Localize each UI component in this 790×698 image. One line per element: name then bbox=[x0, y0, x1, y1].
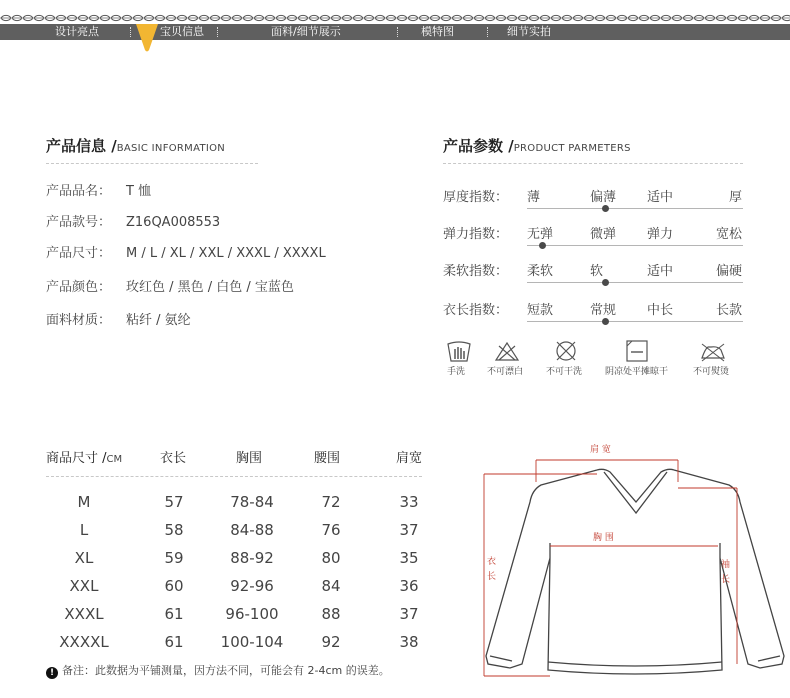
size-table-cell: 76 bbox=[321, 521, 341, 539]
hand-wash-icon bbox=[446, 340, 472, 362]
nav-item-model[interactable]: 模特图 bbox=[421, 25, 454, 38]
nav-item-fabric-detail[interactable]: 面料/细节展示 bbox=[271, 25, 341, 38]
shade-dry-flat-icon bbox=[624, 340, 650, 362]
divider bbox=[443, 163, 743, 164]
care-label: 手洗 bbox=[447, 367, 466, 377]
waist-column-header: 腰围 bbox=[314, 451, 341, 466]
shoulder-column-header: 肩宽 bbox=[396, 451, 423, 466]
info-label: 面料材质： bbox=[46, 313, 112, 328]
length-column-header: 衣长 bbox=[160, 451, 187, 466]
param-level-marker bbox=[602, 205, 609, 212]
param-scale-track bbox=[527, 282, 743, 283]
param-option: 厚 bbox=[728, 190, 742, 205]
body-length-label-2: 长 bbox=[487, 572, 497, 582]
tshirt-outline-icon bbox=[486, 469, 784, 674]
info-value: 粘纤 / 氨纶 bbox=[126, 313, 191, 328]
size-table-cell: 96-100 bbox=[225, 605, 279, 623]
size-table-cell: 84-88 bbox=[230, 521, 274, 539]
section-nav-bar bbox=[0, 24, 790, 40]
size-table-cell: XL bbox=[74, 549, 94, 567]
param-scale-track bbox=[527, 245, 743, 246]
param-option: 偏薄 bbox=[590, 190, 617, 205]
size-column-header bbox=[46, 447, 122, 466]
param-level-marker bbox=[539, 242, 546, 249]
size-table-cell: 88 bbox=[321, 605, 341, 623]
product-params-heading bbox=[443, 135, 631, 156]
divider bbox=[46, 476, 422, 477]
warning-icon: ! bbox=[46, 667, 58, 679]
size-table-cell: 72 bbox=[321, 493, 341, 511]
care-label: 不可熨烫 bbox=[693, 367, 730, 377]
product-info-heading bbox=[46, 135, 225, 156]
chest-column-header: 胸围 bbox=[236, 451, 263, 466]
size-table-cell: 92-96 bbox=[230, 577, 274, 595]
sleeve-length-label-2: 长 bbox=[721, 575, 731, 585]
size-table-cell: 84 bbox=[321, 577, 341, 595]
size-table-cell: 38 bbox=[399, 633, 419, 651]
param-option: 适中 bbox=[647, 190, 674, 205]
no-bleach-icon bbox=[494, 340, 520, 362]
size-header-label: 商品尺寸 / bbox=[46, 451, 107, 466]
size-table-cell: 100-104 bbox=[220, 633, 284, 651]
param-level-marker bbox=[602, 279, 609, 286]
body-length-label-1: 衣 bbox=[487, 557, 497, 567]
param-scale-track bbox=[527, 208, 743, 209]
size-table-cell: 36 bbox=[399, 577, 419, 595]
size-table-cell: 61 bbox=[164, 633, 184, 651]
no-iron-icon bbox=[700, 340, 726, 362]
size-table-cell: 60 bbox=[164, 577, 184, 595]
info-label: 产品尺寸： bbox=[46, 246, 112, 261]
size-table-cell: XXL bbox=[69, 577, 99, 595]
nav-separator bbox=[130, 27, 131, 37]
size-table-cell: 57 bbox=[164, 493, 184, 511]
info-value: M / L / XL / XXL / XXXL / XXXXL bbox=[126, 246, 326, 261]
param-level-marker bbox=[602, 318, 609, 325]
care-label: 不可漂白 bbox=[487, 367, 524, 377]
param-label: 柔软指数： bbox=[443, 264, 509, 279]
nav-item-detail-photos[interactable]: 细节实拍 bbox=[507, 25, 551, 38]
measurement-note bbox=[46, 662, 390, 679]
size-table-cell: 33 bbox=[399, 493, 419, 511]
size-table-cell: L bbox=[79, 521, 89, 539]
info-row-sizes bbox=[46, 242, 326, 261]
info-label: 产品品名： bbox=[46, 184, 112, 199]
care-label: 阴凉处平摊晾干 bbox=[605, 367, 669, 377]
param-label: 弹力指数： bbox=[443, 227, 509, 242]
garment-measurement-diagram bbox=[480, 438, 790, 688]
info-label: 产品款号： bbox=[46, 215, 112, 230]
size-table-cell: 78-84 bbox=[230, 493, 274, 511]
param-option: 适中 bbox=[647, 264, 674, 279]
chain-border-decoration bbox=[0, 12, 790, 24]
size-table-cell: 88-92 bbox=[230, 549, 274, 567]
param-option: 软 bbox=[590, 264, 604, 279]
measure-guides bbox=[484, 460, 737, 676]
note-text: 备注：此数据为平铺测量，因方法不同，可能会有 2-4cm 的误差。 bbox=[62, 664, 390, 677]
size-table-cell: XXXL bbox=[64, 605, 104, 623]
shoulder-width-label: 肩 宽 bbox=[590, 445, 611, 455]
active-nav-marker-icon bbox=[136, 24, 158, 52]
param-option: 柔软 bbox=[527, 264, 554, 279]
size-table-cell: 80 bbox=[321, 549, 341, 567]
care-label: 不可干洗 bbox=[546, 367, 583, 377]
param-option: 薄 bbox=[527, 190, 541, 205]
sleeve-length-label-1: 袖 bbox=[721, 560, 731, 570]
info-value: T 恤 bbox=[126, 184, 152, 199]
divider bbox=[46, 163, 258, 164]
param-option: 长款 bbox=[715, 303, 742, 318]
size-table-cell: 35 bbox=[399, 549, 419, 567]
param-option: 弹力 bbox=[647, 227, 674, 242]
info-row-material bbox=[46, 309, 191, 328]
size-table-cell: 58 bbox=[164, 521, 184, 539]
unit-label: CM bbox=[106, 454, 123, 465]
param-option: 偏硬 bbox=[715, 264, 742, 279]
product-params-title: 产品参数 / bbox=[443, 137, 514, 155]
param-option: 短款 bbox=[527, 303, 554, 318]
nav-separator bbox=[397, 27, 398, 37]
param-option: 无弹 bbox=[527, 227, 554, 242]
info-label: 产品颜色： bbox=[46, 280, 112, 295]
product-info-title: 产品信息 / bbox=[46, 137, 117, 155]
info-value: Z16QA008553 bbox=[126, 215, 221, 230]
nav-item-product-info[interactable]: 宝贝信息 bbox=[160, 25, 204, 38]
param-label: 厚度指数： bbox=[443, 190, 509, 205]
info-row-colors bbox=[46, 276, 294, 295]
chest-label: 胸 围 bbox=[593, 533, 614, 543]
size-table-cell: 37 bbox=[399, 605, 419, 623]
param-option: 中长 bbox=[647, 303, 674, 318]
size-table-cell: M bbox=[77, 493, 91, 511]
size-table-cell: 59 bbox=[164, 549, 184, 567]
product-info-subtitle: BASIC INFORMATION bbox=[116, 143, 226, 154]
nav-separator bbox=[217, 27, 218, 37]
param-option: 常规 bbox=[590, 303, 617, 318]
size-table-cell: 37 bbox=[399, 521, 419, 539]
size-table-cell: 61 bbox=[164, 605, 184, 623]
param-option: 微弹 bbox=[590, 227, 617, 242]
size-table-cell: XXXXL bbox=[59, 633, 109, 651]
nav-separator bbox=[487, 27, 488, 37]
param-scale-track bbox=[527, 321, 743, 322]
info-value: 玫红色 / 黑色 / 白色 / 宝蓝色 bbox=[126, 280, 294, 295]
info-row-sku bbox=[46, 211, 220, 230]
param-option: 宽松 bbox=[715, 227, 742, 242]
info-row-name bbox=[46, 180, 151, 199]
size-table-cell: 92 bbox=[321, 633, 341, 651]
product-params-subtitle: PRODUCT PARMETERS bbox=[513, 143, 631, 154]
param-label: 衣长指数： bbox=[443, 303, 509, 318]
nav-item-design[interactable]: 设计亮点 bbox=[55, 25, 99, 38]
no-dry-clean-icon bbox=[553, 340, 579, 362]
